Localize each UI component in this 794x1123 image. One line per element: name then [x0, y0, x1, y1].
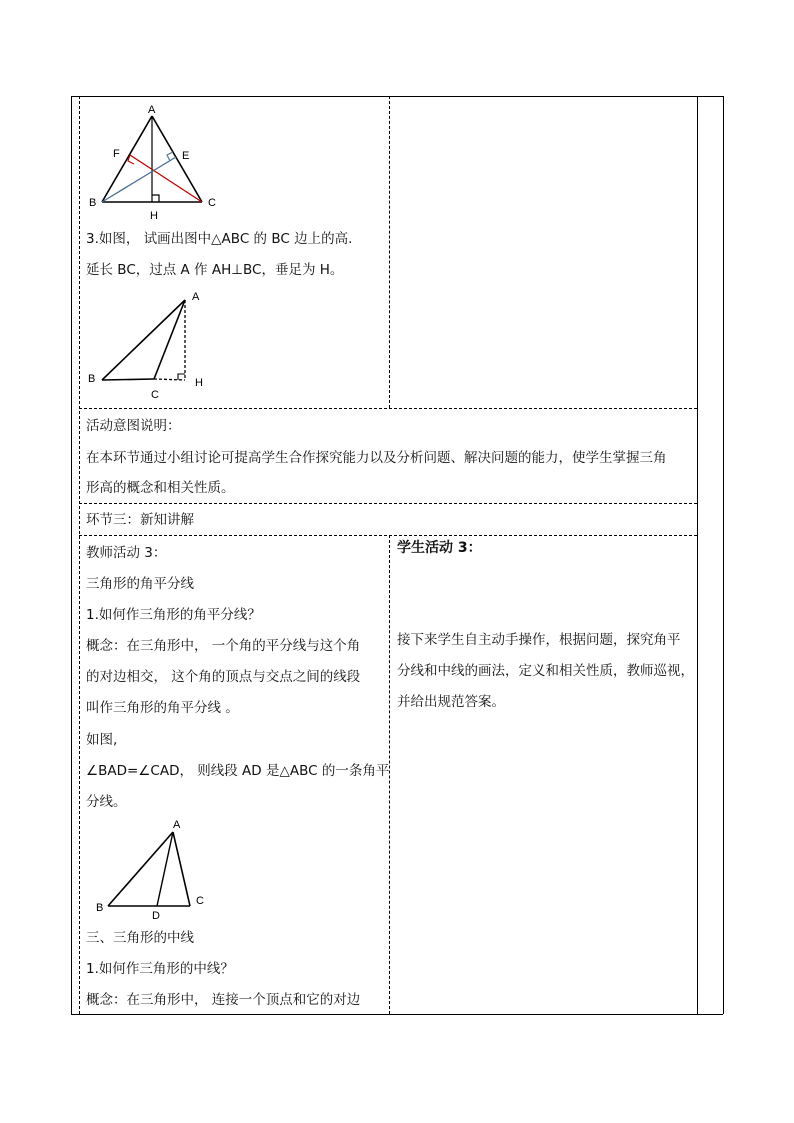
q3-answer: 延长 BC，过点 A 作 AH⊥BC，垂足为 H。 [86, 262, 344, 278]
teacher-eq-2: 分线。 [86, 794, 127, 810]
table-inner-left-border [79, 96, 80, 1014]
student-heading: 学生活动 3： [397, 540, 482, 556]
student-line-1: 接下来学生自主动手操作，根据问题，探究角平 [397, 632, 681, 648]
section3-title: 环节三：新知讲解 [86, 512, 194, 528]
table-right-border [723, 96, 724, 1014]
row-separator-3 [79, 535, 697, 536]
fig3-label-d: D [152, 910, 160, 922]
fig3-label-b: B [96, 902, 104, 914]
fig2-label-b: B [88, 373, 96, 385]
fig2-label-a: A [192, 291, 200, 303]
student-line-2: 分线和中线的画法，定义和相关性质，教师巡视， [397, 663, 694, 679]
table-inner-right-border [697, 96, 698, 1014]
fig1-label-a: A [148, 104, 156, 116]
table-bottom-border [71, 1014, 723, 1015]
median-concept: 概念：在三角形中， 连接一个顶点和它的对边 [86, 992, 361, 1008]
fig1-label-h: H [150, 210, 158, 220]
fig3-label-a: A [173, 819, 181, 831]
fig3-label-c: C [196, 895, 204, 907]
teacher-q1: 1.如何作三角形的角平分线？ [86, 607, 261, 623]
intent-line-2: 形高的概念和相关性质。 [86, 480, 235, 496]
table-left-border [71, 96, 72, 1014]
column-divider-top [389, 96, 390, 408]
fig1-label-f: F [113, 148, 120, 160]
fig1-label-e: E [182, 150, 190, 162]
student-line-3: 并给出规范答案。 [397, 694, 505, 710]
intent-line-1: 在本环节通过小组讨论可提高学生合作探究能力以及分析问题、解决问题的能力，使学生掌握三角 [86, 450, 667, 466]
table-top-border [71, 96, 723, 97]
teacher-subtitle: 三角形的角平分线 [86, 576, 194, 592]
fig2-label-h: H [195, 377, 203, 389]
q3-text: 3.如图， 试画出图中△ABC 的 BC 边上的高. [86, 231, 353, 247]
figure-angle-bisector [90, 815, 210, 923]
figure-external-altitude [84, 288, 214, 402]
teacher-eq-1: ∠BAD=∠CAD， 则线段 AD 是△ABC 的一条角平 [86, 763, 390, 779]
fig1-label-b: B [89, 197, 97, 209]
median-title: 三、三角形的中线 [86, 930, 194, 946]
teacher-concept-1: 概念：在三角形中， 一个角的平分线与这个角 [86, 638, 361, 654]
intent-title: 活动意图说明： [86, 418, 181, 434]
row-separator-2 [79, 503, 697, 504]
fig1-label-c: C [208, 197, 216, 209]
teacher-concept-2: 的对边相交， 这个角的顶点与交点之间的线段 [86, 669, 361, 685]
median-question: 1.如何作三角形的中线？ [86, 961, 234, 977]
figure-triangle-altitudes [84, 102, 224, 220]
teacher-concept-3: 叫作三角形的角平分线 。 [86, 700, 239, 716]
row-separator-1 [79, 408, 697, 409]
teacher-heading: 教师活动 3： [86, 545, 167, 561]
fig2-label-c: C [151, 389, 159, 401]
teacher-as-shown: 如图, [86, 732, 118, 748]
